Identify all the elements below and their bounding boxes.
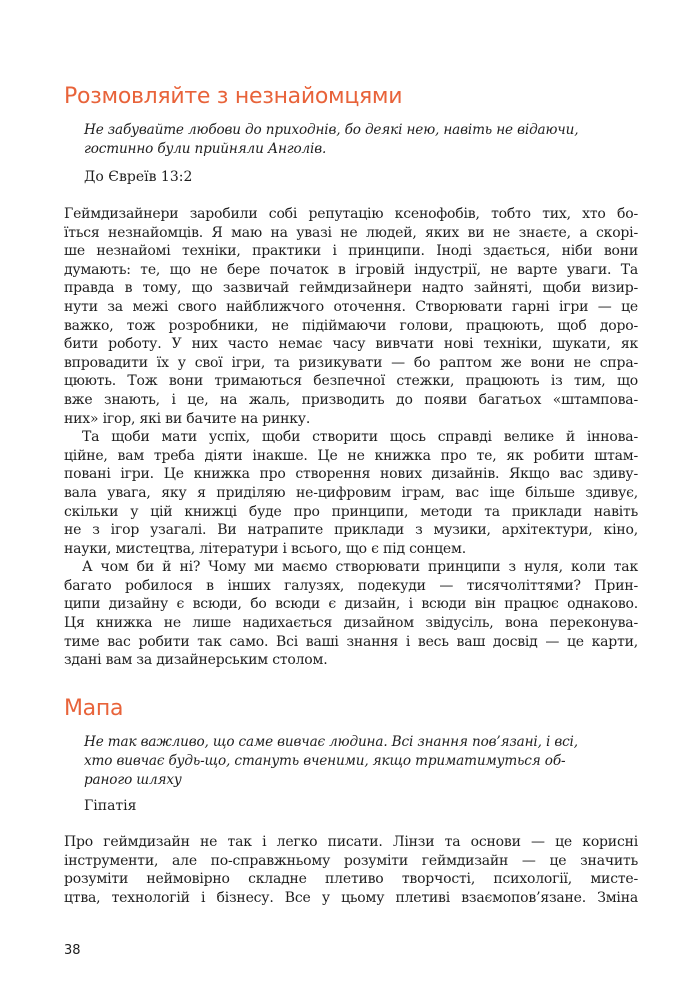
text-line: них» ігор, які ви бачите на ринку. (64, 410, 311, 427)
body-text-section2 (64, 833, 638, 907)
section-heading-map: Мапа (64, 696, 124, 721)
text-line: їться незнайомців. Я маю на увазі не людей, яких ви не знаєте, а скорі- (64, 224, 638, 241)
epigraph-line: Не так важливо, що саме вивчає людина. Всі знання пов’язані, і всі, (84, 734, 578, 750)
text-line: важко, тож розробники, не підіймаючи голови, працюють, щоб доро- (64, 317, 638, 334)
epigraph-line: хто вивчає будь-що, стануть вченими, якщо триматимуться об- (84, 753, 566, 769)
page-number: 38 (64, 943, 81, 958)
text-line: думають: те, що не бере початок в ігровій індустрії, не варте уваги. Та (64, 261, 638, 278)
epigraph-source: Гіпатія (84, 798, 137, 814)
text-line: А чом би й ні? Чому ми маємо створювати принципи з нуля, коли так (82, 559, 638, 576)
text-line: Геймдизайнери заробили собі репутацію ксенофобів, тобто тих, хто бо- (64, 206, 638, 222)
text-line: тиме вас робити так само. Всі ваші знання і весь ваш досвід — це карти, (64, 633, 638, 650)
epigraph-source: До Євреїв 13:2 (84, 169, 193, 185)
text-line: правда в тому, що зазвичай геймдизайнери надто зайняті, щоби визир- (64, 280, 638, 297)
text-line: розуміти неймовірно складне плетиво творчості, психології, мисте- (64, 871, 638, 888)
text-line: повані ігри. Це книжка про створення нових дизайнів. Якщо вас здиву- (64, 466, 638, 483)
text-line: цтва, технологій і бізнесу. Все у цьому плетиві взаємопов’язане. Зміна (64, 889, 638, 906)
epigraph-line: гостинно були прийняли Анголів. (84, 141, 327, 157)
body-text-section1 (64, 205, 638, 670)
text-line: здані вам за дизайнерським столом. (64, 652, 328, 669)
text-line: інструменти, але по-справжньому розуміти геймдизайн — це значить (64, 852, 638, 869)
text-line: впровадити їх у свої ігри, та ризикувати — бо раптом же вони не спра- (64, 354, 638, 371)
text-line: науки, мистецтва, літератури і всього, що є під сонцем. (64, 540, 466, 557)
text-line: цюють. Тож вони тримаються безпечної стежки, працюють із тим, що (64, 373, 638, 390)
text-line: багато робилося в інших галузях, подекуди — тисячоліттями? Прин- (64, 577, 638, 594)
section-heading-strangers: Розмовляйте з незнайомцями (64, 84, 403, 109)
text-line: ційне, вам треба діяти інакше. Це не книжка про те, як робити штам- (64, 447, 638, 464)
epigraph-line: Не забувайте любови до приходнів, бо деякі нею, навіть не відаючи, (84, 122, 579, 138)
text-line: вала увага, яку я приділяю не-цифровим іграм, вас іще більше здивує, (64, 484, 638, 501)
epigraph-line: раного шляху (84, 772, 182, 788)
text-line: ше незнайомі техніки, практики і принципи. Іноді здається, ніби вони (64, 243, 638, 260)
text-line: Та щоби мати успіх, щоби створити щось справді велике й іннова- (82, 429, 638, 446)
text-line: Про геймдизайн не так і легко писати. Лінзи та основи — це корисні (64, 834, 638, 850)
text-line: бити роботу. У них часто немає часу вивчати нові техніки, шукати, як (64, 336, 638, 353)
text-line: ципи дизайну є всюди, бо всюди є дизайн, і всюди він працює однаково. (64, 596, 638, 613)
text-line: нути за межі свого найближчого оточення. Створювати гарні ігри — це (64, 298, 638, 315)
text-line: скільки у цій книжці буде про принципи, методи та приклади навіть (64, 503, 638, 520)
text-line: не з ігор узагалі. Ви натрапите приклади з музики, архітектури, кіно, (64, 522, 638, 539)
text-line: Ця книжка не лише надихається дизайном звідусіль, вона переконува- (64, 615, 638, 632)
text-line: вже знають, і це, на жаль, призводить до появи багатьох «штампова- (64, 391, 638, 408)
